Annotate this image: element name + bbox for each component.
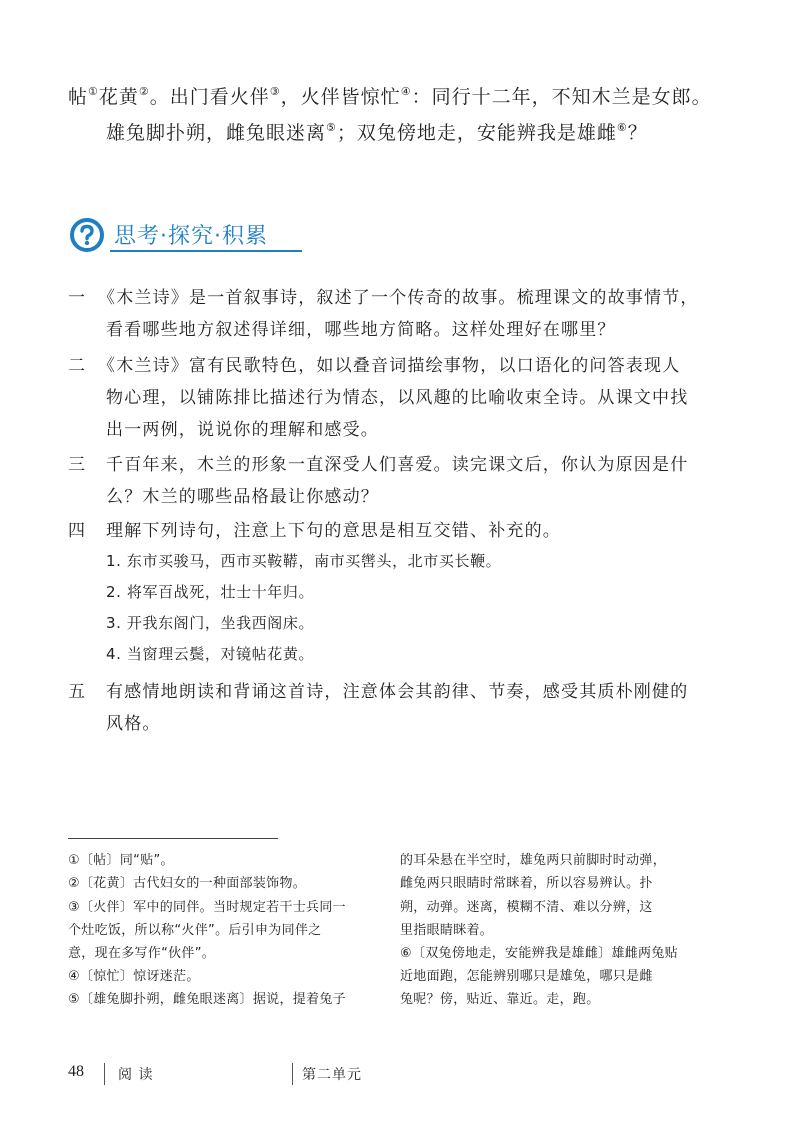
question-3-line-1: 千百年来，木兰的形象一直深受人们喜爱。读完课文后，你认为原因是什 <box>106 455 689 475</box>
question-5-number: 五 <box>68 682 85 702</box>
question-4-item-3: 3. 开我东阁门，坐我西阁床。 <box>106 614 315 632</box>
poem-text: ？ <box>627 122 648 144</box>
poem-text: 花黄 <box>98 86 139 108</box>
question-1-number: 一 <box>68 288 85 308</box>
question-3-line-2: 么？木兰的哪些品格最让你感动？ <box>106 487 379 507</box>
footnote-left-5: 意，现在多写作“伙伴”。 <box>68 946 216 961</box>
footer-unit-label: 第二单元 <box>302 1067 362 1083</box>
footnote-right-7: 兔呢？傍，贴近、靠近。走，跑。 <box>400 992 600 1007</box>
footer-divider-1 <box>104 1063 105 1085</box>
footnote-marker[interactable]: ③ <box>269 85 281 98</box>
question-4-item-1: 1. 东市买骏马，西市买鞍鞯，南市买辔头，北市买长鞭。 <box>106 552 502 570</box>
footnote-marker[interactable]: ① <box>88 85 99 98</box>
question-2-line-2: 物心理，以铺陈排比描述行为情态，以风趣的比喻收束全诗。从课文中找 <box>106 388 689 408</box>
footnote-left-1: ①〔帖〕同“贴”。 <box>68 853 174 868</box>
question-3-number: 三 <box>68 455 85 475</box>
question-1-line-2: 看看哪些地方叙述得详细，哪些地方简略。这样处理好在哪里？ <box>106 320 616 340</box>
footnote-right-4: 里指眼睛眯着。 <box>400 923 494 938</box>
footnote-right-3: 朔，动弹。迷离，模糊不清、难以分辨，这 <box>400 900 653 915</box>
footnote-left-4: 个灶吃饭，所以称“火伴”。后引申为同伴之 <box>68 923 322 938</box>
footnote-divider <box>68 838 278 839</box>
footnote-left-6: ④〔惊忙〕惊讶迷茫。 <box>68 969 200 984</box>
poem-text: 。出门看火伴 <box>149 86 270 108</box>
question-2-number: 二 <box>68 356 85 376</box>
footnote-right-5: ⑥〔双兔傍地走，安能辨我是雄雌〕雄雌两兔贴 <box>400 946 678 961</box>
question-2-line-3: 出一两例，说说你的理解和感受。 <box>106 420 379 440</box>
footnote-marker[interactable]: ⑤ <box>326 121 337 134</box>
footer-section-label: 阅 读 <box>118 1067 154 1083</box>
question-mark-icon <box>70 218 104 252</box>
question-4-item-4: 4. 当窗理云鬓，对镜帖花黄。 <box>106 645 315 663</box>
footnote-marker[interactable]: ④ <box>400 85 412 98</box>
poem-line-1 <box>68 82 712 109</box>
question-5-line-1: 有感情地朗读和背诵这首诗，注意体会其韵律、节奏，感受其质朴刚健的 <box>106 682 689 702</box>
footnote-left-2: ②〔花黄〕古代妇女的一种面部装饰物。 <box>68 876 307 891</box>
section-underline <box>110 250 302 252</box>
footnote-marker[interactable]: ⑥ <box>616 121 628 134</box>
question-1-line-1: 《木兰诗》是一首叙事诗，叙述了一个传奇的故事。梳理课文的故事情节， <box>98 288 699 308</box>
poem-text: 雄兔脚扑朔，雌兔眼迷离 <box>106 122 327 144</box>
question-5-line-2: 风格。 <box>106 714 161 734</box>
question-2-line-1: 《木兰诗》富有民歌特色，如以叠音词描绘事物，以口语化的问答表现人 <box>98 356 681 376</box>
poem-text: ：同行十二年，不知木兰是女郎。 <box>411 86 712 108</box>
poem-text: ，火伴皆惊忙 <box>280 86 401 108</box>
footnote-left-3: ③〔火伴〕军中的同伴。当时规定若干士兵同一 <box>68 900 346 915</box>
page-number: 48 <box>68 1063 84 1080</box>
question-4-line-1: 理解下列诗句，注意上下句的意思是相互交错、补充的。 <box>106 521 561 541</box>
footnote-right-1: 的耳朵悬在半空时，雄兔两只前脚时时动弹， <box>400 853 667 868</box>
question-4-item-2: 2. 将军百战死，壮士十年归。 <box>106 583 315 601</box>
poem-text: ；双兔傍地走，安能辨我是雄雌 <box>336 122 617 144</box>
footnote-right-2: 雌兔两只眼睛时常眯着，所以容易辨认。扑 <box>400 876 653 891</box>
poem-text: 帖 <box>68 86 89 108</box>
footnote-marker[interactable]: ② <box>138 85 150 98</box>
poem-line-2 <box>106 118 648 145</box>
question-4-number: 四 <box>68 521 85 541</box>
footnote-right-6: 近地面跑，怎能辨别哪只是雄兔，哪只是雌 <box>400 969 653 984</box>
footer-divider-2 <box>292 1063 293 1085</box>
footnote-left-7: ⑤〔雄兔脚扑朔，雌兔眼迷离〕据说，提着兔子 <box>68 992 346 1007</box>
section-title: 思考·探究·积累 <box>114 224 268 249</box>
